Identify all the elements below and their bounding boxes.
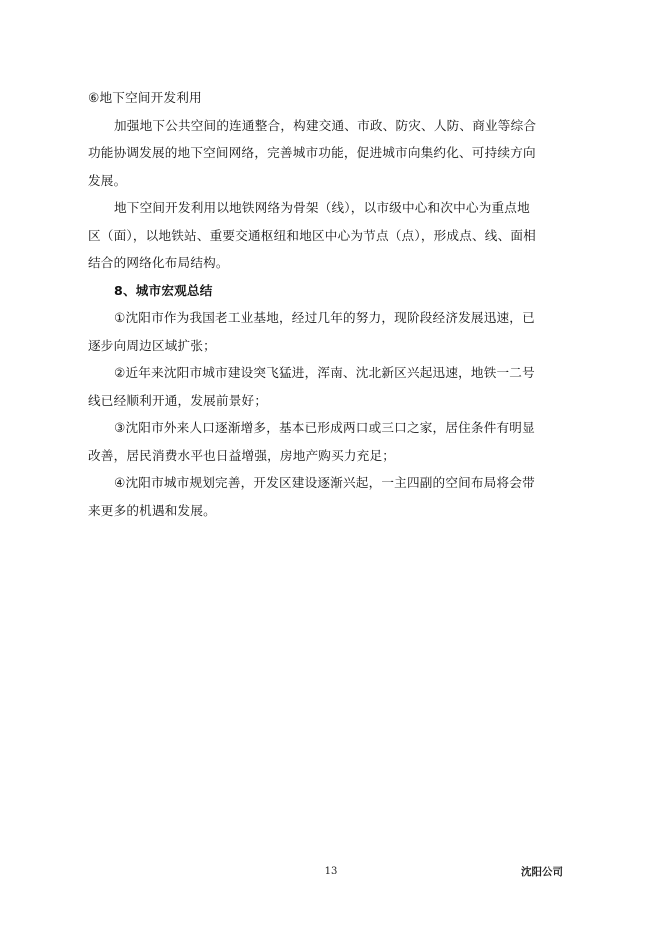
- body-text: [88, 84, 568, 524]
- paragraph-line: 地下空间开发利用以地铁网络为骨架（线），以市级中心和次中心为重点地: [114, 200, 530, 215]
- list-item-line: 来更多的机遇和发展。: [88, 502, 216, 518]
- list-item-line: 线已经顺利开通，发展前景好；: [88, 392, 268, 408]
- paragraph-line: 结合的网络化布局结构。: [88, 255, 229, 270]
- list-item-line: ③沈阳市外来人口逐渐增多，基本已形成两口或三口之家，居住条件有明显: [114, 420, 535, 435]
- paragraph-line: 发展。: [88, 172, 127, 188]
- paragraph-line: 加强地下公共空间的连通整合，构建交通、市政、防灾、人防、商业等综合: [114, 117, 537, 133]
- list-item-line: 逐步向周边区域扩张；: [88, 337, 216, 353]
- paragraph-line: 功能协调发展的地下空间网络，完善城市功能，促进城市向集约化、可持续方向: [88, 145, 536, 160]
- subsection-heading: ⑥地下空间开发利用: [88, 90, 202, 105]
- list-item-line: ②近年来沈阳市城市建设突飞猛进，浑南、沈北新区兴起迅速，地铁一二号: [114, 365, 535, 380]
- footer-company: 沈阳公司: [521, 866, 563, 878]
- list-item-line: ④沈阳市城市规划完善，开发区建设逐渐兴起，一主四副的空间布局将会带: [114, 475, 535, 490]
- section-heading: 8、城市宏观总结: [114, 282, 213, 298]
- page-number: 13: [324, 866, 338, 877]
- list-item-line: ①沈阳市作为我国老工业基地，经过几年的努力，现阶段经济发展迅速，已: [114, 310, 535, 325]
- list-item-line: 改善，居民消费水平也日益增强，房地产购买力充足；: [88, 447, 396, 463]
- paragraph-line: 区（面），以地铁站、重要交通枢纽和地区中心为节点（点），形成点、线、面相: [88, 227, 536, 243]
